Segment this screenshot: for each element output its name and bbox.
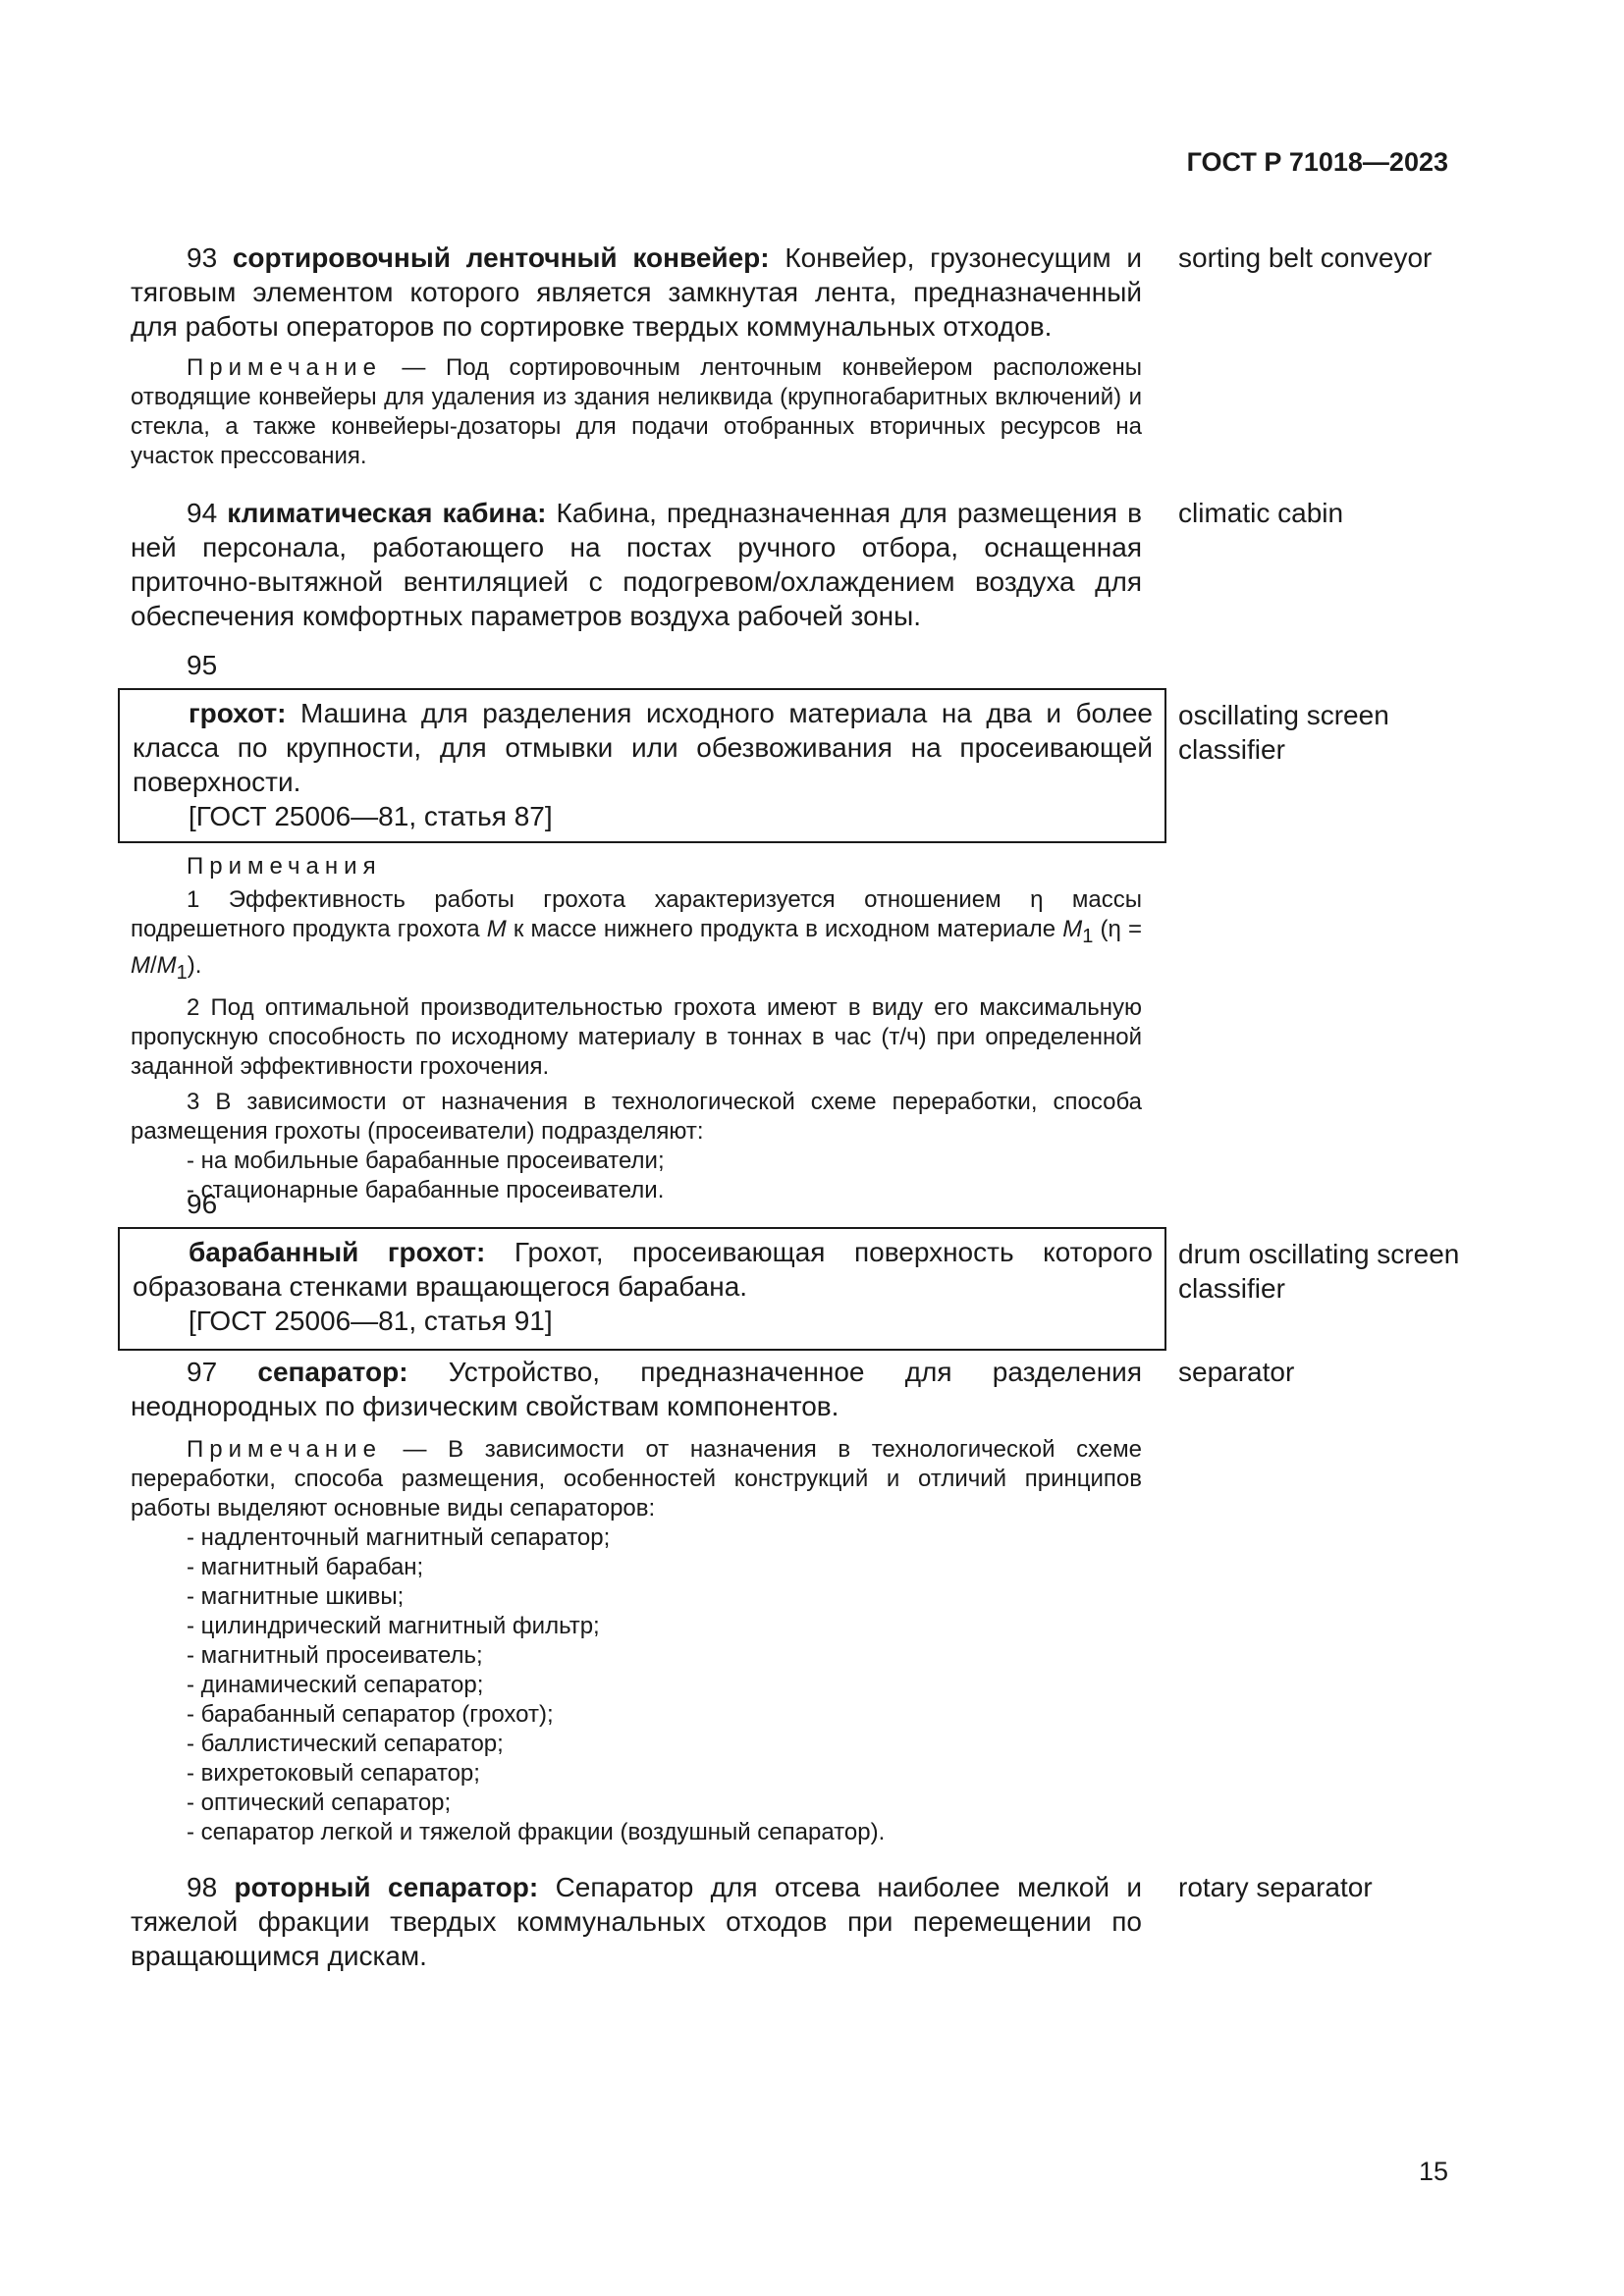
entry-number-95: 95 [187, 650, 218, 680]
entry-97 [131, 1355, 1142, 1847]
entry-93 [131, 240, 1142, 471]
term-paragraph-97: 97 сепаратор: Устройство, предназначенное для разделения неоднородных по физическим свойствам компонентов. [131, 1357, 1142, 1421]
list-item: - динамический сепаратор; [187, 1671, 1142, 1700]
term-paragraph-96: барабанный грохот: Грохот, просеивающая поверхность которого образована стенками вращающегося барабана. [133, 1237, 1153, 1302]
english-term-98: rotary separator [1178, 1872, 1373, 1902]
term-paragraph-93: 93 сортировочный ленточный конвейер: Конвейер, грузонесущим и тяговым элементом которого является замкнутая лента, предназначенный для работы операторов по сортировке твердых коммунальных отходов. [131, 242, 1142, 342]
note-97: Примечание — В зависимости от назначения в технологической схеме переработки, способа размещения, особенностей конструкций и отличий принципов работы выделяют основные виды сепараторов: [131, 1436, 1142, 1522]
list-item: - на мобильные барабанные просеиватели; [187, 1147, 1142, 1176]
term-98: роторный сепаратор: [234, 1872, 539, 1902]
source-95: [ГОСТ 25006—81, статья 87] [189, 801, 553, 831]
term-paragraph-95: грохот: Машина для разделения исходного материала на два и более класса по крупности, для отмывки или обезвоживания на просеивающей поверхности. [133, 698, 1153, 797]
term-97: сепаратор: [257, 1357, 408, 1387]
document-code: ГОСТ Р 71018—2023 [1186, 147, 1448, 177]
notes-95 [131, 852, 1142, 1205]
english-term-95: oscillating screen classifier [1178, 700, 1389, 765]
list-item: - барабанный сепаратор (грохот); [187, 1700, 1142, 1730]
list-item: - баллистический сепаратор; [187, 1730, 1142, 1759]
separator-types-list [131, 1523, 1142, 1847]
list-item: - магнитные шкивы; [187, 1582, 1142, 1612]
term-box-96 [118, 1227, 1166, 1351]
term-96: барабанный грохот: [189, 1237, 486, 1267]
note-95-2: 2 Под оптимальной производительностью грохота имеют в виду его максимальную пропускную способность по исходному материалу в тоннах в час (т/ч) при определенной заданной эффективности грохочения. [131, 993, 1142, 1080]
english-term-96: drum oscillating screen classifier [1178, 1239, 1460, 1304]
term-93: сортировочный ленточный конвейер: [232, 242, 770, 273]
list-item: - цилиндрический магнитный фильтр; [187, 1612, 1142, 1641]
note-95-3: 3 В зависимости от назначения в технологической схеме переработки, способа размещения грохоты (просеиватели) подразделяют: [131, 1088, 1142, 1145]
list-item: - надленточный магнитный сепаратор; [187, 1523, 1142, 1553]
notes-heading-95: Примечания [187, 853, 382, 880]
source-96: [ГОСТ 25006—81, статья 91] [189, 1306, 553, 1336]
note-93: Примечание — Под сортировочным ленточным конвейером расположены отводящие конвейеры для удаления из здания неликвида (крупногабаритных включений) и стекла, а также конвейеры-дозаторы для подачи отобранных вторичных ресурсов на участок прессования. [131, 354, 1142, 469]
entry-98 [131, 1870, 1142, 1973]
english-term-94: climatic cabin [1178, 498, 1344, 528]
entry-number-96: 96 [187, 1189, 218, 1219]
term-94: климатическая кабина: [227, 498, 547, 528]
list-item: - оптический сепаратор; [187, 1789, 1142, 1818]
entry-94 [131, 496, 1142, 633]
term-paragraph-94: 94 климатическая кабина: Кабина, предназначенная для размещения в ней персонала, работающего на постах ручного отбора, оснащенная приточно-вытяжной вентиляцией с подогревом/охлаждением воздуха для обеспечения комфортных параметров воздуха рабочей зоны. [131, 498, 1142, 631]
note-95-1: 1 Эффективность работы грохота характеризуется отношением η массы подрешетного продукта грохота M к массе нижнего продукта в исходном материале $M_1$ $(\eta = M/M_1)$. [131, 886, 1142, 984]
page-number: 15 [1418, 2157, 1448, 2186]
list-item: - вихретоковый сепаратор; [187, 1759, 1142, 1789]
list-item: - сепаратор легкой и тяжелой фракции (воздушный сепаратор). [187, 1818, 1142, 1847]
english-term-97: separator [1178, 1357, 1295, 1387]
list-item: - магнитный просеиватель; [187, 1641, 1142, 1671]
term-paragraph-98: 98 роторный сепаратор: Сепаратор для отсева наиболее мелкой и тяжелой фракции твердых коммунальных отходов при перемещении по вращающимся дискам. [131, 1872, 1142, 1971]
list-item: - магнитный барабан; [187, 1553, 1142, 1582]
english-term-93: sorting belt conveyor [1178, 242, 1433, 273]
note-95-3-list [131, 1147, 1142, 1205]
term-box-95 [118, 688, 1166, 843]
list-item: - стационарные барабанные просеиватели. [187, 1176, 1142, 1205]
term-95: грохот: [189, 698, 287, 728]
